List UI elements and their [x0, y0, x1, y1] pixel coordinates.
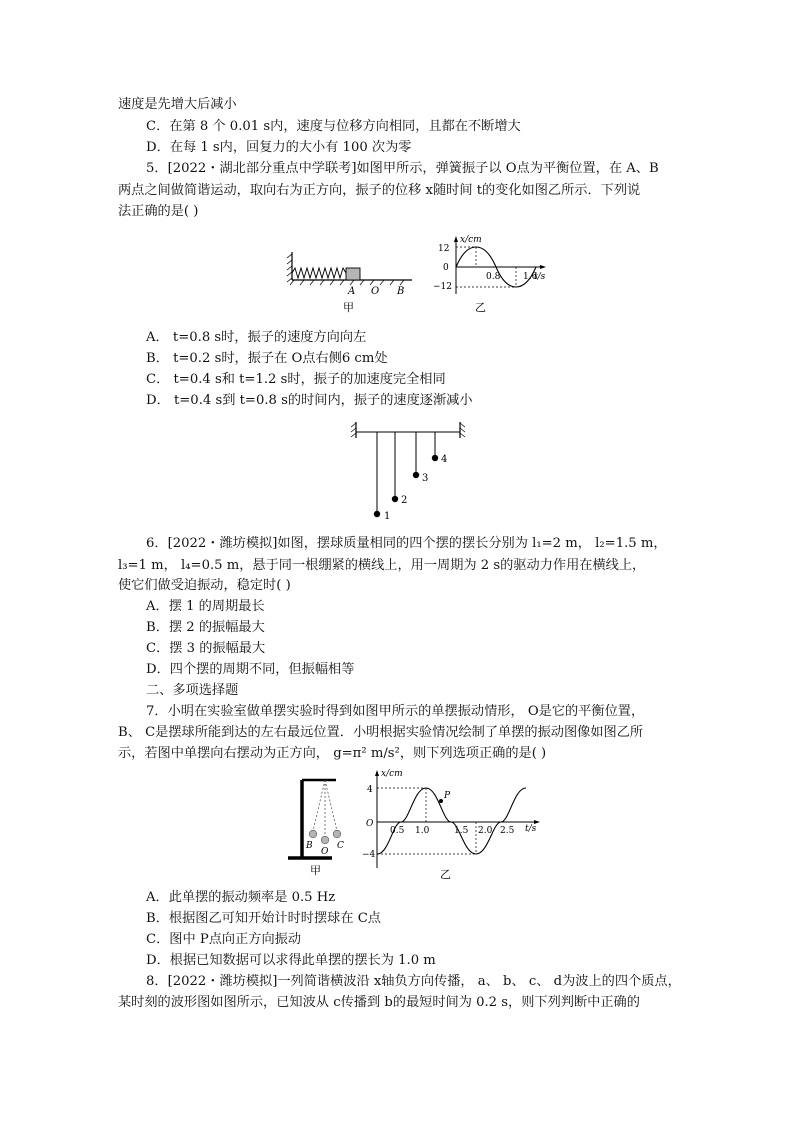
point-b-label: B: [306, 841, 313, 851]
oscillator-block: [346, 268, 360, 280]
point-p: [439, 799, 443, 803]
text-line: 某时刻的波形图如图所示，已知波从 c传播到 b的最短时间为 0.2 s，则下列判断中正确的: [118, 995, 640, 1010]
text-line: 示，若图中单摆向右摆动为正方向， g=π² m/s²，则下列选项正确的是( ): [118, 746, 547, 761]
text-line: 法正确的是( ): [118, 204, 199, 219]
t-tick-1.0: 1.0: [415, 826, 430, 836]
figure-label-yi: 乙: [440, 868, 451, 881]
option-d: D． t=0.4 s到 t=0.8 s的时间内，振子的速度逐渐减小: [146, 393, 473, 408]
option-d: D．在每 1 s内，回复力的大小有 100 次为零: [146, 140, 412, 155]
pendulum-diagram: [288, 780, 344, 877]
pendulum-4: [432, 432, 448, 465]
y-tick-4: 4: [367, 785, 373, 795]
pendulum-3-label: 3: [422, 473, 429, 484]
section-heading: 二、多项选择题: [146, 683, 239, 698]
pendulum-2: [392, 432, 408, 506]
t-tick-2.0: 2.0: [478, 826, 493, 836]
text-line: l₃=1 m， l₄=0.5 m，悬于同一根绷紧的横线上，用一周期为 2 s的驱动力作用在横线上，: [118, 558, 646, 573]
point-o-label: O: [371, 286, 380, 297]
y-tick-neg12: −12: [433, 282, 452, 292]
spring-oscillator-diagram: [287, 252, 412, 314]
option-c: C．摆 3 的振幅最大: [146, 641, 266, 656]
figure-5: [280, 232, 550, 318]
point-b-label: B: [397, 286, 405, 297]
option-d: D．四个摆的周期不同，但振幅相等: [146, 662, 355, 677]
x-axis-label: t/s: [525, 824, 537, 834]
point-c-label: C: [337, 841, 344, 851]
y-axis-label: x/cm: [381, 769, 403, 779]
y-tick-0: 0: [443, 263, 449, 273]
option-c: C．图中 P点向正方向振动: [146, 932, 302, 947]
option-b: B．摆 2 的振幅最大: [146, 620, 265, 635]
figure-label-jia: 甲: [310, 864, 321, 877]
t-tick-1.5: 1.5: [454, 826, 469, 836]
t-tick-0.5: 0.5: [390, 826, 405, 836]
point-o-label: O: [321, 847, 329, 857]
y-axis-label: x/cm: [460, 235, 482, 245]
pendulum-1: [374, 432, 391, 522]
displacement-time-graph: [433, 235, 546, 314]
pendulum-3: [413, 432, 429, 484]
figure-7: [284, 768, 546, 882]
spring: [292, 268, 346, 278]
pendulum-2-label: 2: [401, 495, 408, 506]
point-p-label: P: [444, 791, 451, 801]
option-a: A．摆 1 的周期最长: [146, 599, 265, 614]
y-tick-12: 12: [438, 244, 450, 254]
question-7: 7．小明在实验室做单摆实验时得到如图甲所示的单摆振动情形， O是它的平衡位置，: [146, 704, 645, 719]
text-line: 使它们做受迫振动，稳定时( ): [118, 578, 291, 593]
y-tick-neg4: −4: [362, 850, 376, 860]
question-5: 5．[2022・湖北部分重点中学联考]如图甲所示，弹簧振子以 O点为平衡位置，在 A、B: [146, 161, 659, 176]
t-tick-0.8: 0.8: [486, 272, 501, 282]
cosine-curve: [377, 788, 526, 854]
question-6: 6．[2022・潍坊模拟]如图，摆球质量相同的四个摆的摆长分别为 l₁=2 m， l₂=1.5 m，: [146, 536, 667, 551]
figure-label-jia: 甲: [343, 301, 354, 314]
pendulum-4-label: 4: [441, 454, 448, 465]
text-line: B、 C是摆球所能到达的左右最远位置．小明根据实验情况绘制了单摆的振动图像如图乙所: [118, 725, 644, 740]
t-tick-1.6: 1.6: [523, 272, 538, 282]
pendulum-1-label: 1: [384, 511, 391, 522]
option-d: D．根据已知数据可以求得此单摆的摆长为 1.0 m: [146, 953, 436, 968]
option-b: B． t=0.2 s时，振子在 O点右侧6 cm处: [146, 351, 388, 366]
option-c: C． t=0.4 s和 t=1.2 s时，振子的加速度完全相同: [146, 372, 446, 387]
t-tick-2.5: 2.5: [500, 826, 515, 836]
figure-6-pendulums: [348, 420, 474, 524]
point-a-label: A: [348, 286, 356, 297]
figure-label-yi: 乙: [475, 301, 486, 314]
option-a: A．此单摆的振动频率是 0.5 Hz: [146, 890, 336, 905]
x-axis-label: t/s: [534, 272, 546, 282]
origin-label: O: [366, 819, 374, 829]
question-8: 8．[2022・潍坊模拟]一列简谐横波沿 x轴负方向传播， a、 b、 c、 d为波上的四个质点，: [146, 974, 681, 989]
option-b: B．根据图乙可知开始计时时摆球在 C点: [146, 911, 381, 926]
option-a: A． t=0.8 s时，振子的速度方向向左: [146, 330, 367, 345]
text-line: 速度是先增大后减小: [118, 97, 237, 112]
option-c: C．在第 8 个 0.01 s内，速度与位移方向相同，且都在不断增大: [146, 119, 521, 134]
vibration-graph: [362, 769, 540, 881]
text-line: 两点之间做简谐运动，取向右为正方向，振子的位移 x随时间 t的变化如图乙所示．下列说: [118, 183, 641, 198]
